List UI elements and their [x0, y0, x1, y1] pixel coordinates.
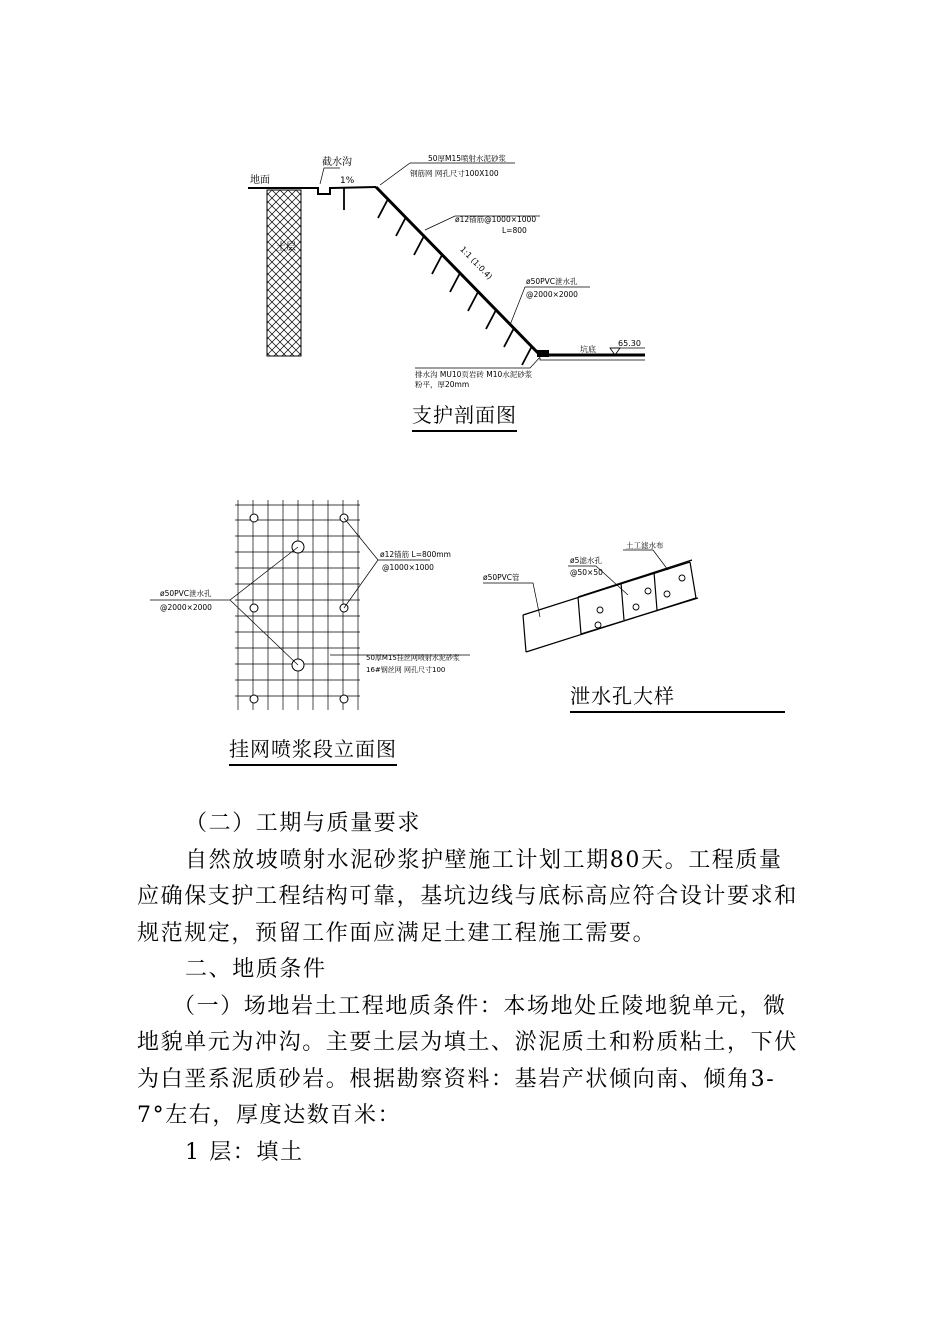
pipe-label: ø50PVC管: [483, 573, 520, 582]
slope-line: [376, 187, 645, 355]
drain-label-line1: 排水沟 MU10页岩砖 M10水泥砂浆: [415, 370, 533, 379]
p2-line2: 地貌单元为冲沟。主要土层为填土、淤泥质土和粉质粘土，下伏: [137, 1030, 798, 1055]
body-text: [137, 806, 817, 1171]
pvc-spacing-label: @2000×2000: [526, 290, 578, 299]
fig2-pvc-spacing: @2000×2000: [160, 603, 212, 612]
nail-label: ø12锚筋@1000×1000: [455, 215, 537, 224]
drain-ditch: [537, 350, 549, 357]
shotcrete-label: 50厚M15喷射水泥砂浆: [428, 154, 507, 163]
p1-line2: 应确保支护工程结构可靠，基坑边线与底标高应符合设计要求和: [137, 884, 798, 909]
fig2-pvc-label: ø50PVC泄水孔: [160, 589, 212, 598]
slope-pct-label: 1%: [340, 176, 355, 186]
layer1-heading: 1 层：填土: [185, 1139, 304, 1165]
drain-hole-detail-drawing: [478, 540, 718, 660]
fig2-shot-line2: 16#钢丝网 网孔尺寸100: [366, 666, 446, 674]
elevation-label: 65.30: [618, 339, 641, 348]
figure1-caption: 支护剖面图: [412, 399, 517, 432]
filter-holes: [595, 575, 685, 628]
heading-geology: 二、地质条件: [185, 957, 327, 982]
heading-schedule-quality: （二）工期与质量要求: [185, 811, 422, 836]
mesh-elevation-drawing: [150, 500, 480, 710]
p2-line1: （一）场地岩土工程地质条件：本场地处丘陵地貌单元，微: [173, 993, 787, 1019]
p1-line1: 自然放坡喷射水泥砂浆护壁施工计划工期80天。工程质量: [185, 847, 783, 873]
pit-bottom-label: 坑底: [580, 345, 596, 354]
p1-line3: 规范规定，预留工作面应满足土建工程施工需要。: [137, 920, 657, 946]
holes-label: ø5滤水孔: [570, 556, 602, 565]
soil-label: 土层: [276, 242, 296, 253]
support-section-drawing: [240, 150, 660, 390]
nail-length-label: L=800: [502, 226, 527, 235]
ditch-label: 截水沟: [322, 157, 352, 168]
soil-column: [267, 190, 301, 356]
p2-line4: 7°左右，厚度达数百米：: [137, 1103, 402, 1128]
ratio-label: 1:1 (1:0.4): [458, 244, 494, 282]
mesh-label: 钢筋网 网孔尺寸100X100: [410, 169, 499, 178]
pvc-label: ø50PVC泄水孔: [526, 277, 578, 286]
fig2-nail-label: ø12锚筋 L=800mm: [380, 550, 451, 559]
fig2-nail-spacing: @1000×1000: [382, 563, 434, 572]
drain-label-line2: 粉平，厚20mm: [415, 380, 470, 389]
p2-line3: 为白垩系泥质砂岩。根据勘察资料：基岩产状倾向南、倾角3-: [137, 1066, 776, 1092]
holes-spacing-label: @50×50: [570, 568, 603, 577]
geotextile-label: 土工滤水布: [626, 541, 664, 550]
fig2-shot-line1: 50厚M15挂丝网喷射水泥砂浆: [366, 654, 460, 662]
figure2-caption: 挂网喷浆段立面图: [229, 733, 397, 766]
ground-label: 地面: [250, 175, 270, 186]
figure3-caption: 泄水孔大样: [570, 680, 785, 713]
